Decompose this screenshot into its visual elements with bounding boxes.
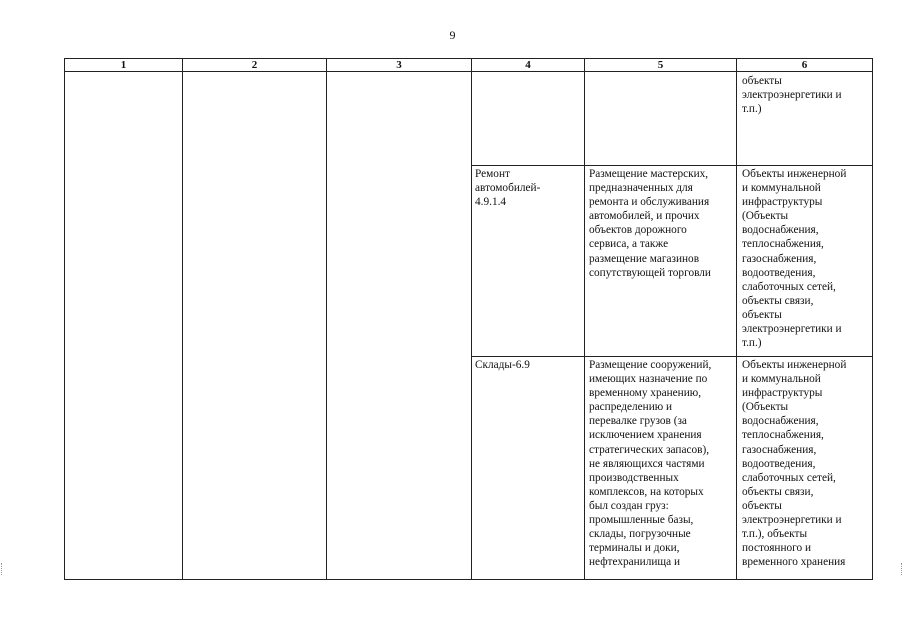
- row-divider: [471, 356, 872, 357]
- row-3-description: Размещение сооружений, имеющих назначение по временному хранению, распределению и перевалке грузов (за исключением хранения стратегических запасов), не являющихся частями производственных комплексов, на которых был создан груз: промышленные базы, склады, погрузочные терминалы и доки, нефтехранилища и: [589, 359, 712, 569]
- row-2-description: Размещение мастерских, предназначенных для ремонта и обслуживания автомобилей, и прочих объектов дорожного сервиса, а также размещение магазинов сопутствующей торговли: [589, 168, 711, 279]
- row-divider: [471, 165, 872, 166]
- row-3-land-use: Склады-6.9: [475, 359, 530, 371]
- header-col-2: 2: [251, 59, 258, 71]
- header-col-6: 6: [801, 59, 808, 71]
- header-col-3: 3: [396, 59, 402, 71]
- row-3-auxiliary-use: Объекты инженерной и коммунальной инфраструктуры (Объекты водоснабжения, теплоснабжения, газоснабжения, водоотведения, слаботочных сетей, объекты связи, объекты электроэнергетики и т.п.), объекты постоянного и временного хранения: [742, 359, 847, 569]
- row-2-auxiliary-use: Объекты инженерной и коммунальной инфраструктуры (Объекты водоснабжения, теплоснабжения, газоснабжения, водоотведения, слаботочных сетей, объекты связи, объекты электроэнергетики и т.п.): [742, 168, 847, 350]
- column-divider: [736, 59, 737, 579]
- column-divider: [326, 59, 327, 579]
- header-col-4: 4: [525, 59, 531, 71]
- row-2-land-use: Ремонт автомобилей- 4.9.1.4: [475, 168, 541, 209]
- page-number: 9: [449, 28, 456, 42]
- header-col-1: 1: [120, 59, 127, 71]
- header-col-5: 5: [657, 59, 664, 71]
- column-divider: [182, 59, 183, 579]
- column-divider: [584, 59, 585, 579]
- land-use-table: [64, 58, 873, 580]
- column-divider: [471, 59, 472, 579]
- scan-edge-mark: [901, 563, 904, 575]
- scan-edge-mark: [1, 563, 4, 575]
- row-1-auxiliary-use: объекты электроэнергетики и т.п.): [742, 75, 842, 116]
